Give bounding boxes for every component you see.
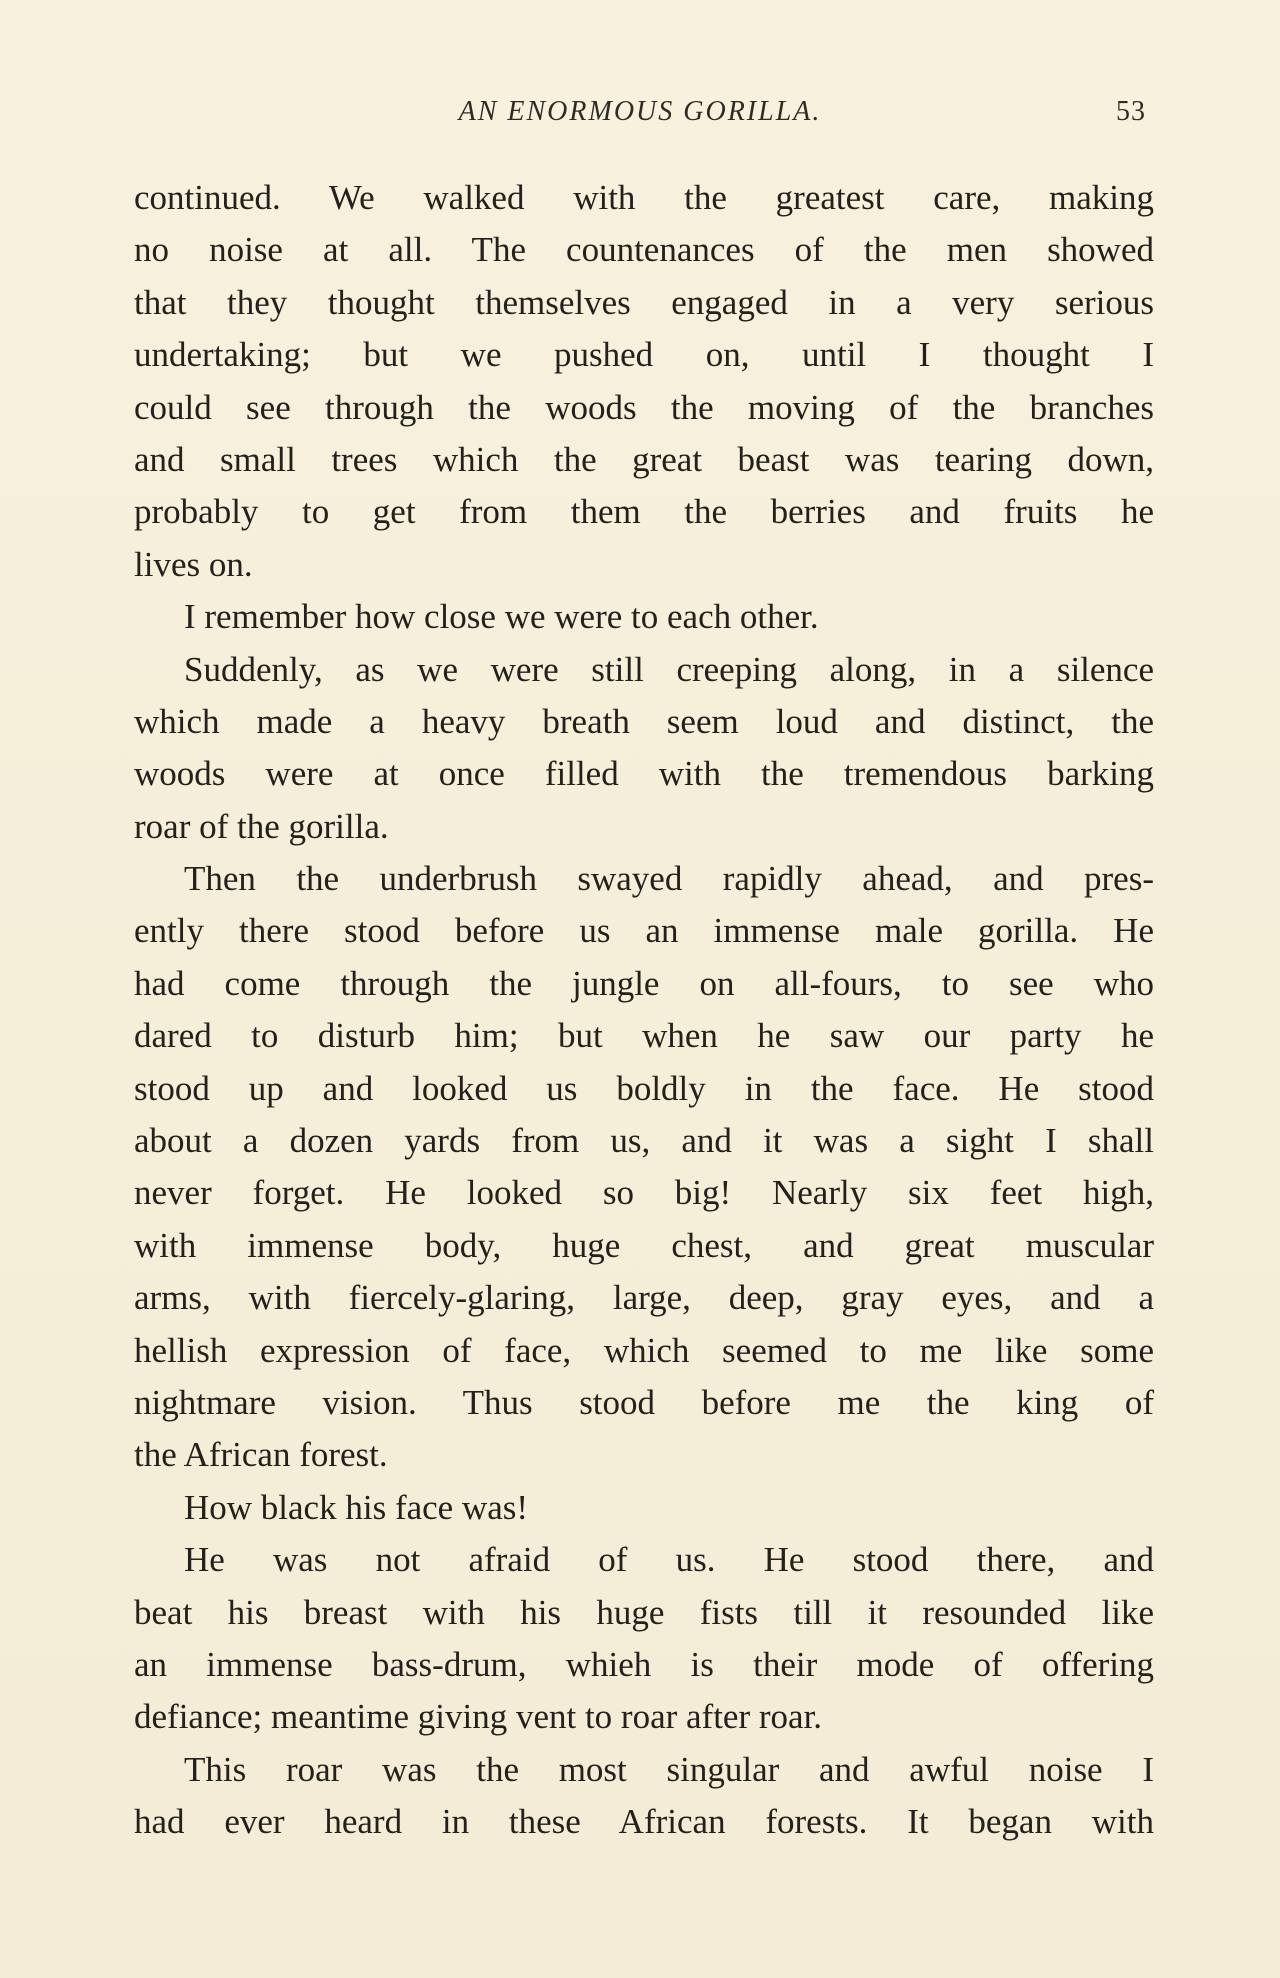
text-line: dared to disturb him; but when he saw our party he: [134, 1016, 1154, 1056]
text-line: This roar was the most singular and awful noise I: [184, 1749, 1154, 1789]
text-line: He was not afraid of us. He stood there, and: [184, 1540, 1154, 1580]
text-line: beat his breast with his huge fists till it resounded like: [134, 1592, 1154, 1632]
text-line: stood up and looked us boldly in the face. He stood: [134, 1068, 1154, 1108]
text-line: defiance; meantime giving vent to roar after roar.: [134, 1697, 823, 1737]
text-line: an immense bass-drum, whieh is their mode of offering: [134, 1644, 1154, 1684]
text-line: hellish expression of face, which seemed to me like some: [134, 1330, 1154, 1370]
text-line: the African forest.: [134, 1435, 388, 1475]
text-line: nightmare vision. Thus stood before me the king of: [134, 1382, 1154, 1422]
text-line: about a dozen yards from us, and it was a sight I shall: [134, 1121, 1154, 1161]
text-line: had come through the jungle on all-fours, to see who: [134, 963, 1154, 1003]
text-line: with immense body, huge chest, and great muscular: [134, 1225, 1154, 1265]
text-line: no noise at all. The countenances of the men showed: [134, 230, 1154, 270]
page-number: 53: [1116, 96, 1146, 127]
text-line: roar of the gorilla.: [134, 806, 389, 846]
body-text: [134, 172, 1154, 1849]
text-line: undertaking; but we pushed on, until I thought I: [134, 335, 1154, 375]
text-line: probably to get from them the berries and fruits he: [134, 492, 1154, 532]
page-header: [134, 96, 1146, 136]
text-line: How black his face was!: [184, 1487, 529, 1527]
text-line: and small trees which the great beast was tearing down,: [134, 439, 1154, 479]
text-line: ently there stood before us an immense male gorilla. He: [134, 911, 1154, 951]
text-line: Then the underbrush swayed rapidly ahead, and pres-: [184, 859, 1154, 899]
text-line: lives on.: [134, 544, 253, 584]
text-line: could see through the woods the moving of the branches: [134, 387, 1154, 427]
text-line: continued. We walked with the greatest care, making: [134, 178, 1154, 217]
text-line: that they thought themselves engaged in a very serious: [134, 282, 1154, 322]
text-line: Suddenly, as we were still creeping along, in a silence: [184, 649, 1154, 689]
text-line: arms, with fiercely-glaring, large, deep, gray eyes, and a: [134, 1278, 1154, 1318]
text-line: had ever heard in these African forests. It began with: [134, 1802, 1154, 1842]
running-head: AN ENORMOUS GORILLA.: [458, 96, 822, 127]
text-line: never forget. He looked so big! Nearly six feet high,: [134, 1173, 1154, 1213]
text-line: woods were at once filled with the tremendous barking: [134, 754, 1154, 794]
text-line: which made a heavy breath seem loud and distinct, the: [134, 701, 1154, 741]
text-line: I remember how close we were to each other.: [184, 597, 819, 637]
